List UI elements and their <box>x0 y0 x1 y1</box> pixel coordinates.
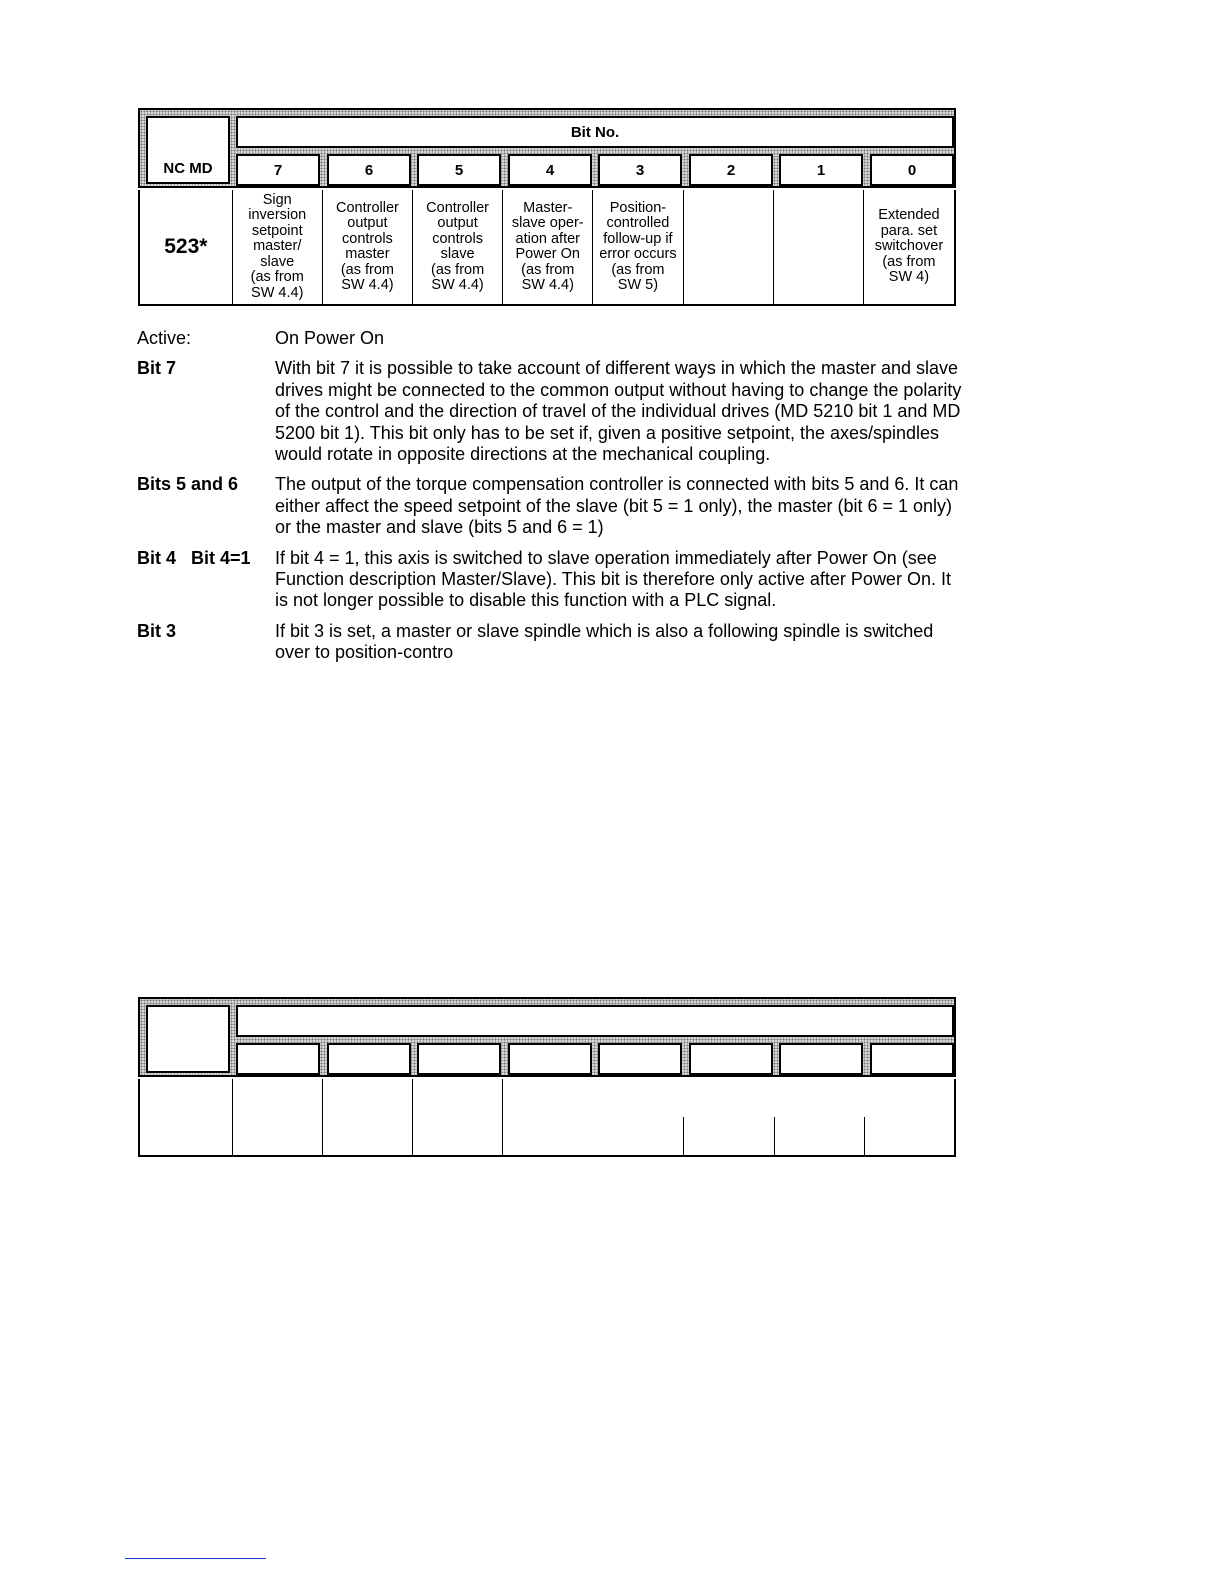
description-row-bit3 <box>137 621 967 664</box>
description-label: Bit 4 Bit 4=1 <box>137 547 251 568</box>
bit-7-description: Sign inversion setpoint master/ slave (as from SW 4.4) <box>233 190 323 304</box>
blank-divider <box>683 1117 684 1157</box>
description-row-bits5-6 <box>137 474 967 538</box>
bit-header-1: 1 <box>779 154 863 186</box>
blank-bit-no-header <box>236 1005 954 1037</box>
md-number: 523* <box>140 190 233 304</box>
blank-bit-header <box>417 1043 501 1075</box>
bit-5-description: Controller output controls slave (as from SW 4.4) <box>413 190 503 304</box>
bit-2-description <box>684 190 774 304</box>
description-text: On Power On <box>275 328 385 348</box>
blank-bit-header <box>236 1043 320 1075</box>
footnote-rule <box>125 1558 266 1559</box>
description-row-active <box>137 328 967 349</box>
blank-bit-header <box>870 1043 954 1075</box>
machine-data-table <box>138 108 956 306</box>
blank-cell <box>140 1079 233 1155</box>
blank-cell <box>323 1079 413 1155</box>
blank-bit-header <box>689 1043 773 1075</box>
bit-header-5: 5 <box>417 154 501 186</box>
table-body-row <box>138 190 956 306</box>
description-label: Bit 7 <box>137 358 177 379</box>
blank-table-body-row <box>138 1079 956 1157</box>
blank-cell-wide <box>503 1079 954 1155</box>
description-row-bit4 <box>137 548 967 612</box>
blank-bit-header <box>327 1043 411 1075</box>
bit-no-header: Bit No. <box>236 116 954 148</box>
blank-table-header <box>138 997 956 1077</box>
blank-cell <box>233 1079 323 1155</box>
description-label: Bits 5 and 6 <box>137 474 239 495</box>
blank-divider <box>774 1117 775 1157</box>
blank-bit-header <box>779 1043 863 1075</box>
bit-descriptions <box>137 328 967 673</box>
blank-divider <box>864 1117 865 1157</box>
description-text: The output of the torque compensation controller is connected with bits 5 and 6. It can either affect the speed setpoint of the slave (bit 5 = 1 only), the master (bit 6 = 1 only) or the master and slave (bits 5 and 6 = 1) <box>275 474 959 538</box>
description-label: Active: <box>137 328 192 348</box>
bit-6-description: Controller output controls master (as from SW 4.4) <box>323 190 413 304</box>
bit-3-description: Position- controlled follow-up if error occurs (as from SW 5) <box>593 190 683 304</box>
bit-0-description: Extended para. set switchover (as from SW 4) <box>874 207 944 286</box>
description-text: If bit 3 is set, a master or slave spindle which is also a following spindle is switched over to position-contro <box>275 620 934 663</box>
description-text: With bit 7 it is possible to take account of different ways in which the master and slave drives might be connected to the common output without having to change the polarity of the control and the direction of travel of the individual drives (MD 5210 bit 1 and MD 5200 bit 1). This bit only has to be set if, given a positive setpoint, the axes/spindles would rotate in opposite directions at the mechanical coupling. <box>275 358 962 465</box>
description-text: If bit 4 = 1, this axis is switched to slave operation immediately after Power On (see Function description Master/Slave). This bit is therefore only active after Power On. It is not longer possible to disable this function with a PLC signal. <box>275 547 951 611</box>
bit-4-description: Master- slave oper- ation after Power On (as from SW 4.4) <box>503 190 593 304</box>
description-row-bit7 <box>137 358 967 465</box>
nc-md-header: NC MD <box>146 116 230 184</box>
description-label: Bit 3 <box>137 620 177 641</box>
bit-header-4: 4 <box>508 154 592 186</box>
blank-nc-md-header <box>146 1005 230 1073</box>
bit-header-3: 3 <box>598 154 682 186</box>
bit-1-description <box>774 190 864 304</box>
blank-bit-header <box>508 1043 592 1075</box>
blank-cell <box>413 1079 503 1155</box>
bit-header-2: 2 <box>689 154 773 186</box>
bit-header-6: 6 <box>327 154 411 186</box>
blank-machine-data-table <box>138 997 956 1157</box>
blank-bit-header <box>598 1043 682 1075</box>
bit-header-7: 7 <box>236 154 320 186</box>
table-header <box>138 108 956 188</box>
bit-header-0: 0 <box>870 154 954 186</box>
